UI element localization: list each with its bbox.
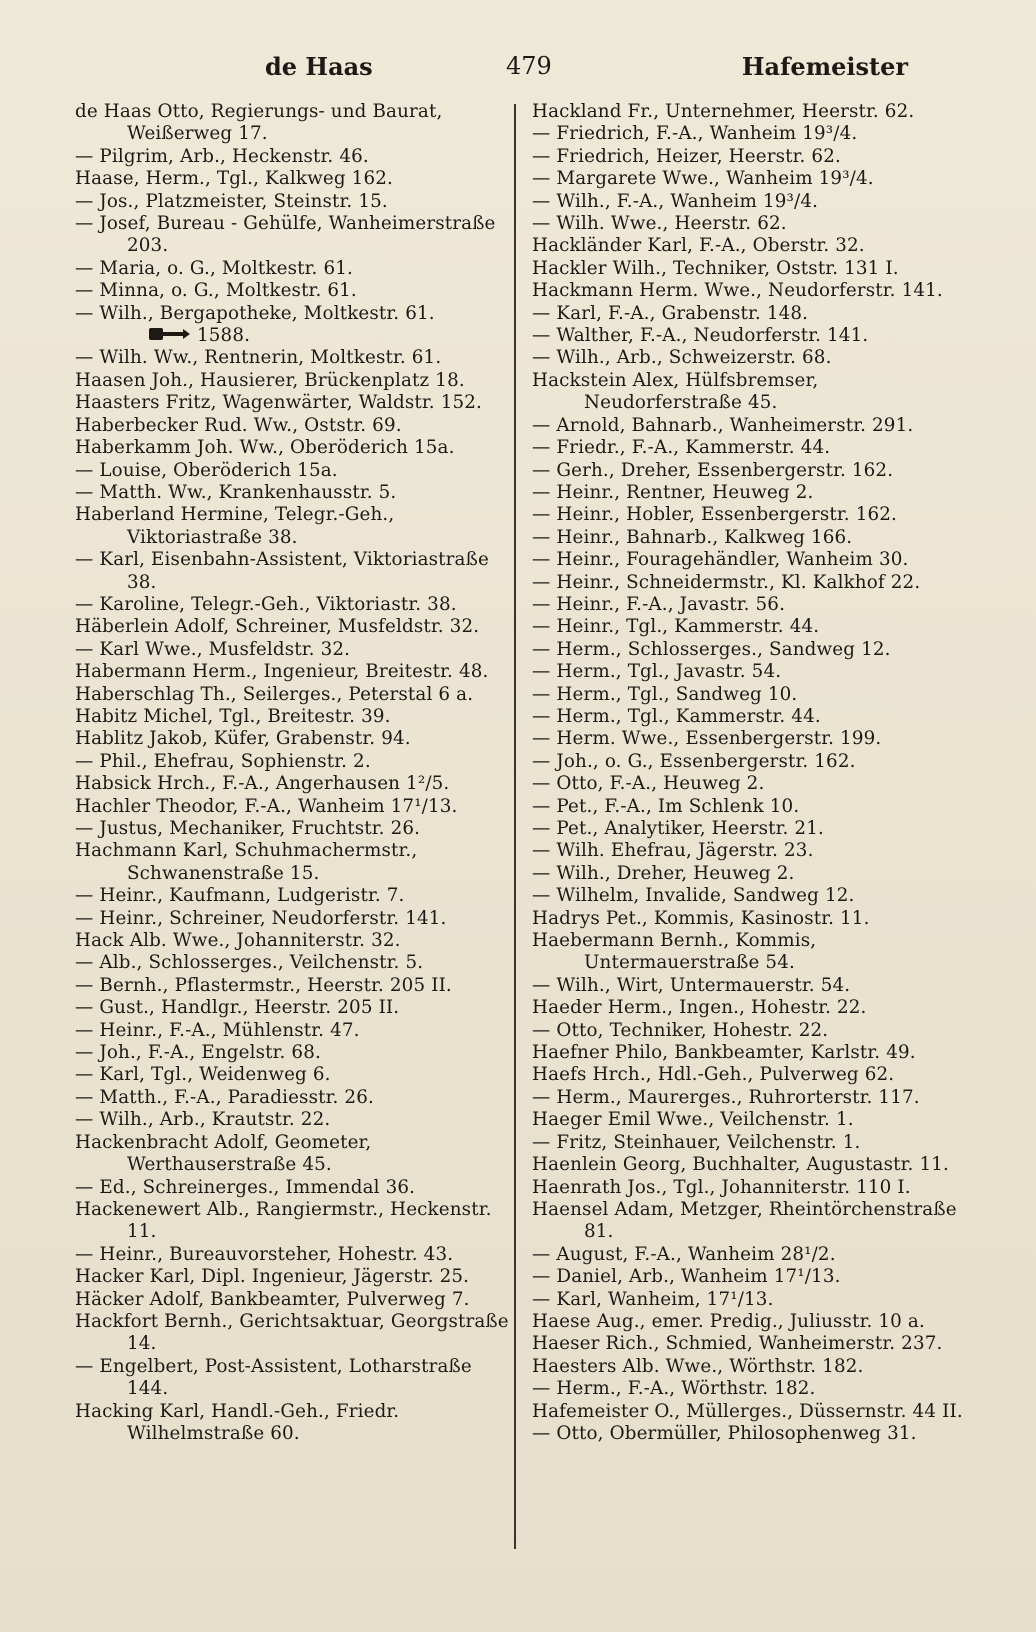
directory-entry: — Herm., Tgl., Sandweg 10. [532, 683, 798, 705]
directory-entry: Haberschlag Th., Seilerges., Peterstal 6 a. [75, 683, 474, 705]
directory-entry: Hacker Karl, Dipl. Ingenieur, Jägerstr. 25. [75, 1266, 470, 1288]
directory-entry: — Heinr., Bahnarb., Kalkweg 166. [532, 526, 853, 548]
directory-entry: — Heinr., F.-A., Javastr. 56. [532, 593, 786, 615]
directory-entry: — Matth., F.-A., Paradiesstr. 26. [75, 1086, 374, 1108]
directory-entry: — Wilh. Ehefrau, Jägerstr. 23. [532, 840, 814, 862]
directory-entry: Haberland Hermine, Telegr.-Geh., Viktoriastraße 38. [75, 504, 395, 548]
directory-entry: Haeder Herm., Ingen., Hohestr. 22. [532, 997, 867, 1019]
directory-entry: — Karl, F.-A., Grabenstr. 148. [532, 302, 809, 324]
directory-entry: Haese Aug., emer. Predig., Juliusstr. 10 a. [532, 1310, 925, 1332]
directory-entry: — Gerh., Dreher, Essenbergerstr. 162. [532, 459, 894, 481]
directory-entry: — Heinr., Bureauvorsteher, Hohestr. 43. [75, 1243, 454, 1265]
directory-entry: — Otto, Techniker, Hohestr. 22. [532, 1019, 829, 1041]
directory-entry: — Herm., Maurerges., Ruhrorterstr. 117. [532, 1086, 920, 1108]
directory-entry: Hackstein Alex, Hülfsbremser, Neudorferstraße 45. [532, 369, 819, 414]
directory-entry: — Justus, Mechaniker, Fruchtstr. 26. [75, 818, 421, 839]
directory-entry: — Daniel, Arb., Wanheim 17¹/13. [532, 1266, 841, 1288]
directory-entry: — Heinr., Schreiner, Neudorferstr. 141. [75, 907, 447, 929]
directory-entry: — Wilh. Ww., Rentnerin, Moltkestr. 61. [75, 347, 442, 369]
directory-entry: Häberlein Adolf, Schreiner, Musfeldstr. 32. [75, 616, 480, 638]
directory-entry: — Friedr., F.-A., Kammerstr. 44. [532, 437, 831, 459]
directory-entry: — Alb., Schlosserges., Veilchenstr. 5. [75, 952, 424, 974]
directory-entry: — Wilh., F.-A., Wanheim 19³/4. [532, 190, 819, 212]
directory-entry: — Pet., Analytiker, Heerstr. 21. [532, 818, 824, 839]
directory-entry: — Karoline, Telegr.-Geh., Viktoriastr. 38. [75, 593, 457, 615]
directory-entry: — Pet., F.-A., Im Schlenk 10. [532, 795, 800, 817]
directory-entry: Häcker Adolf, Bankbeamter, Pulverweg 7. [75, 1288, 470, 1310]
directory-entry: — Otto, Obermüller, Philosophenweg 31. [532, 1422, 917, 1444]
directory-entry: — Pilgrim, Arb., Heckenstr. 46. [75, 145, 369, 167]
directory-entry: — Engelbert, Post-Assistent, Lotharstraße 144. [75, 1355, 472, 1400]
directory-entry: — Herm., Tgl., Kammerstr. 44. [532, 705, 821, 727]
directory-entry: — Wilh., Arb., Schweizerstr. 68. [532, 347, 832, 369]
directory-entry: — Heinr., Tgl., Kammerstr. 44. [532, 616, 820, 638]
directory-entry: — Matth. Ww., Krankenhausstr. 5. [75, 481, 397, 503]
directory-entry: — Wilh., Arb., Krautstr. 22. [75, 1109, 331, 1131]
directory-entry: — Wilh., Bergapotheke, Moltkestr. 61. [75, 302, 435, 324]
directory-entry: — Heinr., Hobler, Essenbergerstr. 162. [532, 504, 898, 526]
directory-entry: — Minna, o. G., Moltkestr. 61. [75, 280, 357, 302]
directory-entry: — Herm. Wwe., Essenbergerstr. 199. [532, 728, 882, 750]
directory-entry: Hafemeister O., Müllerges., Düssernstr. 44 II. [532, 1400, 963, 1422]
directory-entry: Haenlein Georg, Buchhalter, Augustastr. 11. [532, 1154, 949, 1176]
directory-entry: — Bernh., Pflastermstr., Heerstr. 205 II. [75, 974, 452, 996]
directory-entry: — Josef, Bureau - Gehülfe, Wanheimerstraße 203. [75, 213, 496, 257]
directory-entry: — Heinr., F.-A., Mühlenstr. 47. [75, 1019, 360, 1041]
directory-entry: Haasters Fritz, Wagenwärter, Waldstr. 152. [75, 392, 483, 414]
directory-entry: — Karl, Eisenbahn-Assistent, Viktoriastraße 38. [75, 549, 489, 593]
directory-entry: Hadrys Pet., Kommis, Kasinostr. 11. [532, 907, 870, 929]
directory-entry: Hackmann Herm. Wwe., Neudorferstr. 141. [532, 280, 943, 302]
directory-entry: Haensel Adam, Metzger, Rheintörchenstraße 81. [532, 1198, 957, 1243]
directory-entry: Habsick Hrch., F.-A., Angerhausen 1²/5. [75, 773, 450, 795]
directory-entry: — Gust., Handlgr., Heerstr. 205 II. [75, 997, 400, 1019]
directory-entry: — Friedrich, F.-A., Wanheim 19³/4. [532, 123, 858, 145]
directory-entry: — Wilh., Dreher, Heuweg 2. [532, 862, 795, 884]
directory-entry: Habermann Herm., Ingenieur, Breitestr. 48. [75, 661, 489, 683]
directory-entry: — Joh., F.-A., Engelstr. 68. [75, 1042, 321, 1064]
directory-entry: — Otto, F.-A., Heuweg 2. [532, 773, 765, 795]
directory-entry: Haeser Rich., Schmied, Wanheimerstr. 237. [532, 1333, 943, 1355]
directory-entry: — Karl, Tgl., Weidenweg 6. [75, 1064, 331, 1086]
directory-entry: Haesters Alb. Wwe., Wörthstr. 182. [532, 1355, 864, 1377]
directory-entry [75, 325, 510, 347]
directory-entry: de Haas Otto, Regierungs- und Baurat, Weißerweg 17. [75, 101, 443, 145]
directory-entry: — Joh., o. G., Essenbergerstr. 162. [532, 750, 856, 772]
directory-entry: — Margarete Wwe., Wanheim 19³/4. [532, 168, 874, 190]
right-column [532, 101, 972, 1445]
directory-entry: Haebermann Bernh., Kommis, Untermauerstraße 54. [532, 930, 817, 974]
directory-entry: — Phil., Ehefrau, Sophienstr. 2. [75, 750, 371, 772]
directory-entry: — Wilhelm, Invalide, Sandweg 12. [532, 885, 855, 907]
directory-entry: — Heinr., Schneidermstr., Kl. Kalkhof 22. [532, 571, 921, 593]
directory-entry: Haeger Emil Wwe., Veilchenstr. 1. [532, 1109, 854, 1131]
directory-entry: Hackland Fr., Unternehmer, Heerstr. 62. [532, 101, 915, 122]
directory-entry: — Karl, Wanheim, 17¹/13. [532, 1288, 774, 1310]
directory-entry: — Maria, o. G., Moltkestr. 61. [75, 257, 353, 279]
page-number: 479 [506, 52, 552, 80]
page-header [70, 52, 966, 92]
directory-entry: Haasen Joh., Hausierer, Brückenplatz 18. [75, 369, 465, 391]
directory-entry: — Karl Wwe., Musfeldstr. 32. [75, 638, 351, 660]
phone-number: 1588. [197, 325, 251, 347]
directory-entry: Hachmann Karl, Schuhmachermstr., Schwanenstraße 15. [75, 840, 418, 884]
directory-entry: — Herm., Tgl., Javastr. 54. [532, 661, 782, 683]
directory-entry: — Heinr., Kaufmann, Ludgeristr. 7. [75, 885, 405, 907]
directory-entry: Hachler Theodor, F.-A., Wanheim 17¹/13. [75, 795, 458, 817]
telephone-icon [147, 325, 191, 343]
directory-entry: — Herm., Schlosserges., Sandweg 12. [532, 638, 891, 660]
directory-entry: — Ed., Schreinerges., Immendal 36. [75, 1176, 416, 1198]
directory-entry: Hacking Karl, Handl.-Geh., Friedr. Wilhelmstraße 60. [75, 1400, 400, 1444]
directory-entry: — Herm., F.-A., Wörthstr. 182. [532, 1378, 816, 1400]
directory-entry: Haase, Herm., Tgl., Kalkweg 162. [75, 168, 393, 190]
directory-entry: Hackländer Karl, F.-A., Oberstr. 32. [532, 235, 865, 257]
directory-entry: — Jos., Platzmeister, Steinstr. 15. [75, 190, 388, 212]
directory-entry: — Wilh., Wirt, Untermauerstr. 54. [532, 974, 851, 996]
directory-entry: Hackenbracht Adolf, Geometer, Werthauserstraße 45. [75, 1131, 372, 1176]
directory-entry: — Wilh. Wwe., Heerstr. 62. [532, 213, 787, 235]
directory-entry: Hack Alb. Wwe., Johanniterstr. 32. [75, 930, 401, 952]
directory-entry: Hackfort Bernh., Gerichtsaktuar, Georgstraße 14. [75, 1310, 509, 1355]
directory-entry: Hackenewert Alb., Rangiermstr., Heckenstr. 11. [75, 1198, 492, 1243]
directory-entry: Haenrath Jos., Tgl., Johanniterstr. 110 I. [532, 1176, 911, 1198]
directory-entry: Haberbecker Rud. Ww., Oststr. 69. [75, 414, 402, 436]
directory-entry: Haberkamm Joh. Ww., Oberöderich 15a. [75, 437, 455, 459]
directory-entry: — Friedrich, Heizer, Heerstr. 62. [532, 145, 841, 167]
directory-entry: Hablitz Jakob, Küfer, Grabenstr. 94. [75, 728, 411, 750]
directory-entry: — Heinr., Fouragehändler, Wanheim 30. [532, 549, 909, 571]
directory-entry: — Walther, F.-A., Neudorferstr. 141. [532, 325, 869, 347]
header-right-keyword: Hafemeister [741, 52, 908, 81]
column-divider [514, 104, 516, 1549]
directory-entry: — Heinr., Rentner, Heuweg 2. [532, 481, 814, 503]
header-left-keyword: de Haas [265, 52, 373, 81]
directory-entry: Haefner Philo, Bankbeamter, Karlstr. 49. [532, 1042, 916, 1064]
directory-entry: Hackler Wilh., Techniker, Oststr. 131 I. [532, 257, 899, 279]
left-column [75, 101, 510, 1445]
directory-entry: — Arnold, Bahnarb., Wanheimerstr. 291. [532, 414, 914, 436]
directory-entry: Haefs Hrch., Hdl.-Geh., Pulverweg 62. [532, 1064, 895, 1086]
directory-entry: Habitz Michel, Tgl., Breitestr. 39. [75, 705, 391, 727]
directory-entry: — August, F.-A., Wanheim 28¹/2. [532, 1243, 836, 1265]
directory-entry: — Fritz, Steinhauer, Veilchenstr. 1. [532, 1131, 861, 1153]
directory-entry: — Louise, Oberöderich 15a. [75, 459, 338, 481]
